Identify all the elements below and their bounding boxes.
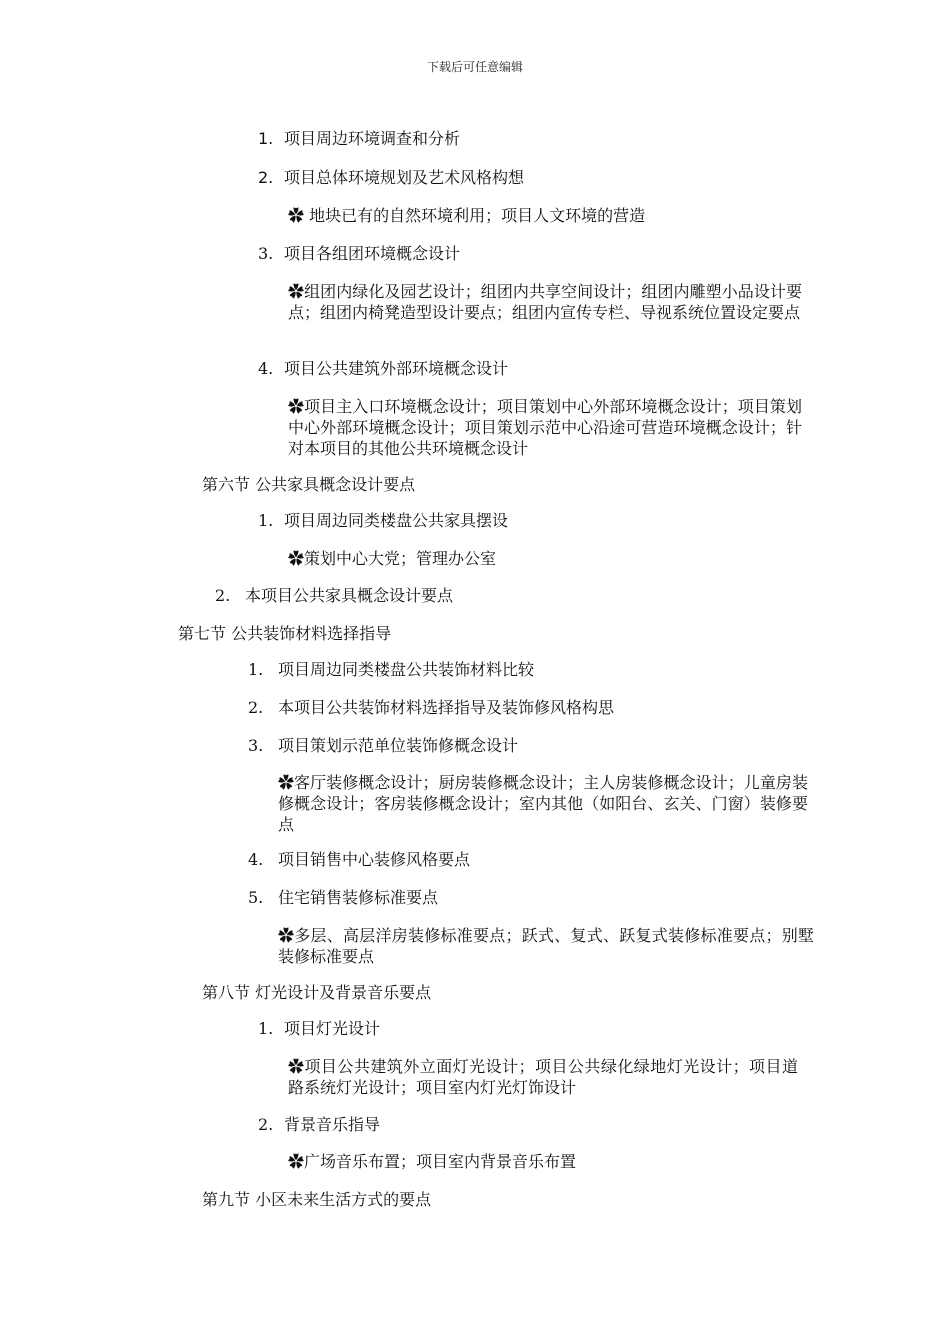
list-item <box>248 659 534 680</box>
list-number: 4. <box>258 359 274 378</box>
list-item <box>258 510 508 531</box>
detail-text: ✿广场音乐布置；项目室内背景音乐布置 <box>288 1152 577 1171</box>
list-number: 2. <box>215 586 231 605</box>
list-item <box>258 167 524 188</box>
detail-paragraph: ✿多层、高层洋房装修标准要点；跃式、复式、跃复式装修标准要点；别墅装修标准要点 <box>278 926 814 966</box>
section-heading: 第六节 公共家具概念设计要点 <box>202 475 416 494</box>
list-item-text: 本项目公共家具概念设计要点 <box>245 586 454 605</box>
list-number: 1. <box>258 129 274 148</box>
list-item <box>258 128 460 149</box>
list-item-text: 住宅销售装修标准要点 <box>278 888 439 907</box>
list-item-text: 项目周边同类楼盘公共装饰材料比较 <box>278 660 535 679</box>
detail-paragraph: ✿项目公共建筑外立面灯光设计；项目公共绿化绿地灯光设计；项目道路系统灯光设计；项目室内灯光灯饰设计 <box>288 1057 798 1097</box>
section-heading: 第八节 灯光设计及背景音乐要点 <box>202 983 432 1002</box>
list-number: 2. <box>248 698 264 717</box>
list-item <box>248 697 614 718</box>
list-number: 1. <box>258 1019 274 1038</box>
list-number: 2. <box>258 1115 274 1134</box>
list-item <box>248 887 438 908</box>
list-item-text: 项目灯光设计 <box>284 1019 381 1038</box>
list-item-text: 项目周边同类楼盘公共家具摆设 <box>284 511 509 530</box>
list-item <box>248 849 470 870</box>
list-item <box>258 1114 380 1135</box>
detail-paragraph: ✿组团内绿化及园艺设计；组团内共享空间设计；组团内雕塑小品设计要点；组团内椅凳造型设计要点；组团内宣传专栏、导视系统位置设定要点 <box>288 282 802 322</box>
list-item-text: 项目总体环境规划及艺术风格构想 <box>284 168 525 187</box>
list-number: 5. <box>248 888 264 907</box>
list-item-text: 背景音乐指导 <box>284 1115 381 1134</box>
list-item-text: 项目公共建筑外部环境概念设计 <box>284 359 509 378</box>
list-number: 2. <box>258 168 274 187</box>
list-item <box>248 735 518 756</box>
list-item <box>258 358 508 379</box>
list-item-text: 项目各组团环境概念设计 <box>284 244 461 263</box>
list-item-text: 项目销售中心装修风格要点 <box>278 850 471 869</box>
list-item-text: 项目周边环境调查和分析 <box>284 129 461 148</box>
section-heading: 第七节 公共装饰材料选择指导 <box>178 624 392 643</box>
list-item-text: 本项目公共装饰材料选择指导及装饰修风格构思 <box>278 698 615 717</box>
list-number: 1. <box>248 660 264 679</box>
detail-text: ✿策划中心大党；管理办公室 <box>288 549 497 568</box>
detail-text: ✿ 地块已有的自然环境利用；项目人文环境的营造 <box>288 206 646 225</box>
list-item-text: 项目策划示范单位装饰修概念设计 <box>278 736 519 755</box>
list-item <box>215 585 453 606</box>
list-number: 3. <box>258 244 274 263</box>
section-heading: 第九节 小区未来生活方式的要点 <box>202 1190 432 1209</box>
detail-paragraph: ✿客厅装修概念设计；厨房装修概念设计；主人房装修概念设计；儿童房装修概念设计；客房装修概念设计；室内其他（如阳台、玄关、门窗）装修要点 <box>278 773 808 834</box>
page-header-note: 下载后可任意编辑 <box>426 60 523 74</box>
list-item <box>258 1018 380 1039</box>
list-item <box>258 243 460 264</box>
list-number: 4. <box>248 850 264 869</box>
list-number: 1. <box>258 511 274 530</box>
detail-paragraph: ✿项目主入口环境概念设计；项目策划中心外部环境概念设计；项目策划中心外部环境概念设计；项目策划示范中心沿途可营造环境概念设计；针对本项目的其他公共环境概念设计 <box>288 397 802 458</box>
list-number: 3. <box>248 736 264 755</box>
